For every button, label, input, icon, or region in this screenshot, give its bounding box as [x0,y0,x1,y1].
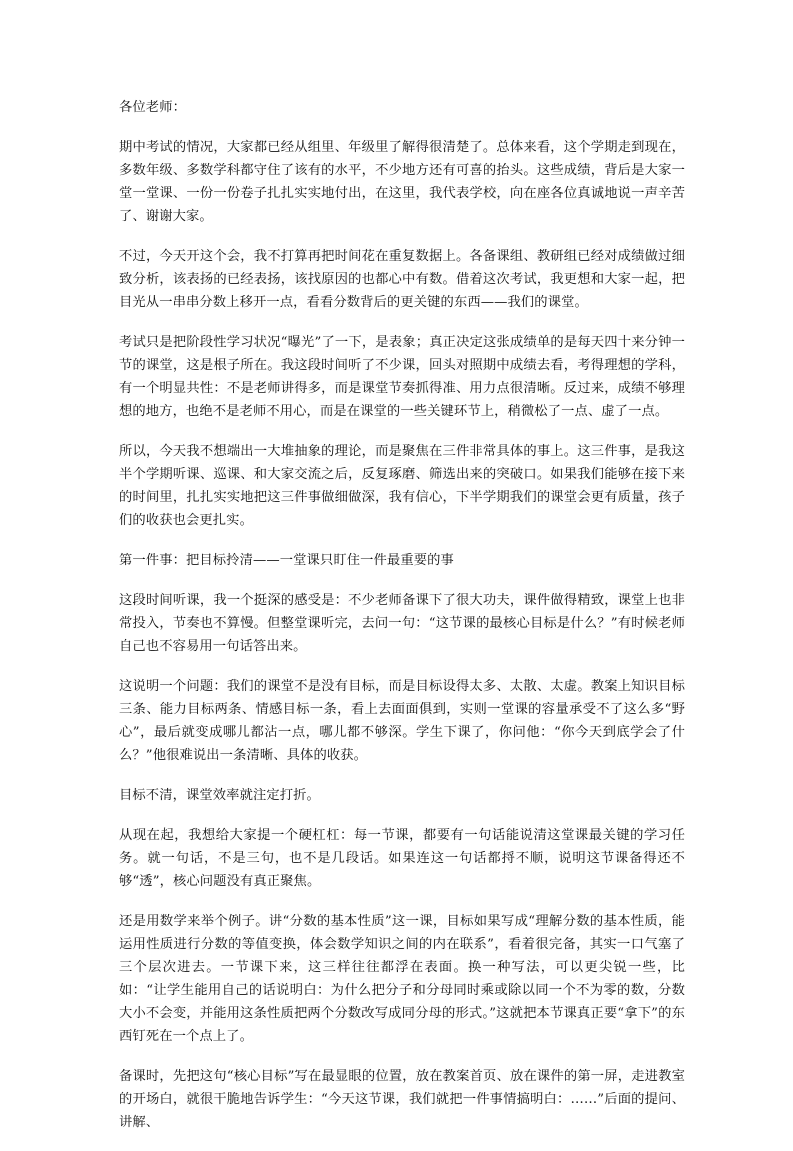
body-paragraph: 还是用数学来举个例子。讲“分数的基本性质”这一课，目标如果写成“理解分数的基本性质，能运用性质进行分数的等值变换，体会数学知识之间的内在联系”，看着很完备，其实一口气塞了三个层次进去。一节课下来，这三样往往都浮在表面。换一种写法，可以更尖锐一些，比如：“让学生能用自己的话说明白：为什么把分子和分母同时乘或除以同一个不为零的数，分数大小不会变，并能用这条性质把两个分数改写成同分母的形式。”这就把本节课真正要“拿下”的东西钉死在一个点上了。 [119,914,685,1044]
body-paragraph: 备课时，先把这句“核心目标”写在最显眼的位置，放在教案首页、放在课件的第一屏，走进教室的开场白，就很干脆地告诉学生：“今天这节课，我们就把一件事情搞明白：……”后面的提问、讲解、 [119,1069,685,1130]
body-paragraph: 目标不清，课堂效率就注定打折。 [119,788,320,803]
body-paragraph: 这段时间听课，我一个挺深的感受是：不少老师备课下了很大功夫，课件做得精致，课堂上也非常投入，节奏也不算慢。但整堂课听完，去问一句：“这节课的最核心目标是什么？”有时候老师自己也不容易用一句话答出来。 [119,593,685,654]
body-paragraph: 不过，今天开这个会，我不打算再把时间花在重复数据上。各备课组、教研组已经对成绩做过细致分析，该表扬的已经表扬，该找原因的也都心中有数。借着这次考试，我更想和大家一起，把目光从一串串分数上移开一点，看看分数背后的更关键的东西——我们的课堂。 [119,249,685,310]
body-paragraph: 期中考试的情况，大家都已经从组里、年级里了解得很清楚了。总体来看，这个学期走到现在，多数年级、多数学科都守住了该有的水平，不少地方还有可喜的抬头。这些成绩，背后是大家一堂一堂课、一份一份卷子扎扎实实地付出，在这里，我代表学校，向在座各位真诚地说一声辛苦了、谢谢大家。 [119,140,685,224]
body-paragraph: 所以，今天我不想端出一大堆抽象的理论，而是聚焦在三件非常具体的事上。这三件事，是我这半个学期听课、巡课、和大家交流之后，反复琢磨、筛选出来的突破口。如果我们能够在接下来的时间里，扎扎实实地把这三件事做细做深，我有信心，下半学期我们的课堂会更有质量，孩子们的收获也会更扎实。 [119,444,685,528]
body-paragraph: 从现在起，我想给大家提一个硬杠杠：每一节课，都要有一句话能说清这堂课最关键的学习任务。就一句话，不是三句，也不是几段话。如果连这一句话都捋不顺，说明这节课备得还不够“透”，核心问题没有真正聚焦。 [119,828,685,889]
body-paragraph: 这说明一个问题：我们的课堂不是没有目标，而是目标设得太多、太散、太虚。教案上知识目标三条、能力目标两条、情感目标一条，看上去面面俱到，实则一堂课的容量承受不了这么多“野心”，最后就变成哪儿都沾一点，哪儿都不够深。学生下课了，你问他：“你今天到底学会了什么？”他很难说出一条清晰、具体的收获。 [119,679,685,763]
section-heading: 第一件事：把目标拎清——一堂课只盯住一件最重要的事 [119,553,454,568]
document-page [119,96,685,1151]
salutation: 各位老师： [119,100,186,115]
body-paragraph: 考试只是把阶段性学习状况“曝光”了一下，是表象；真正决定这张成绩单的是每天四十来分钟一节的课堂，这是根子所在。我这段时间听了不少课，回头对照期中成绩去看，考得理想的学科，有一个明显共性：不是老师讲得多，而是课堂节奏抓得准、用力点很清晰。反过来，成绩不够理想的地方，也绝不是老师不用心，而是在课堂的一些关键环节上，稍微松了一点、虚了一点。 [119,335,685,419]
